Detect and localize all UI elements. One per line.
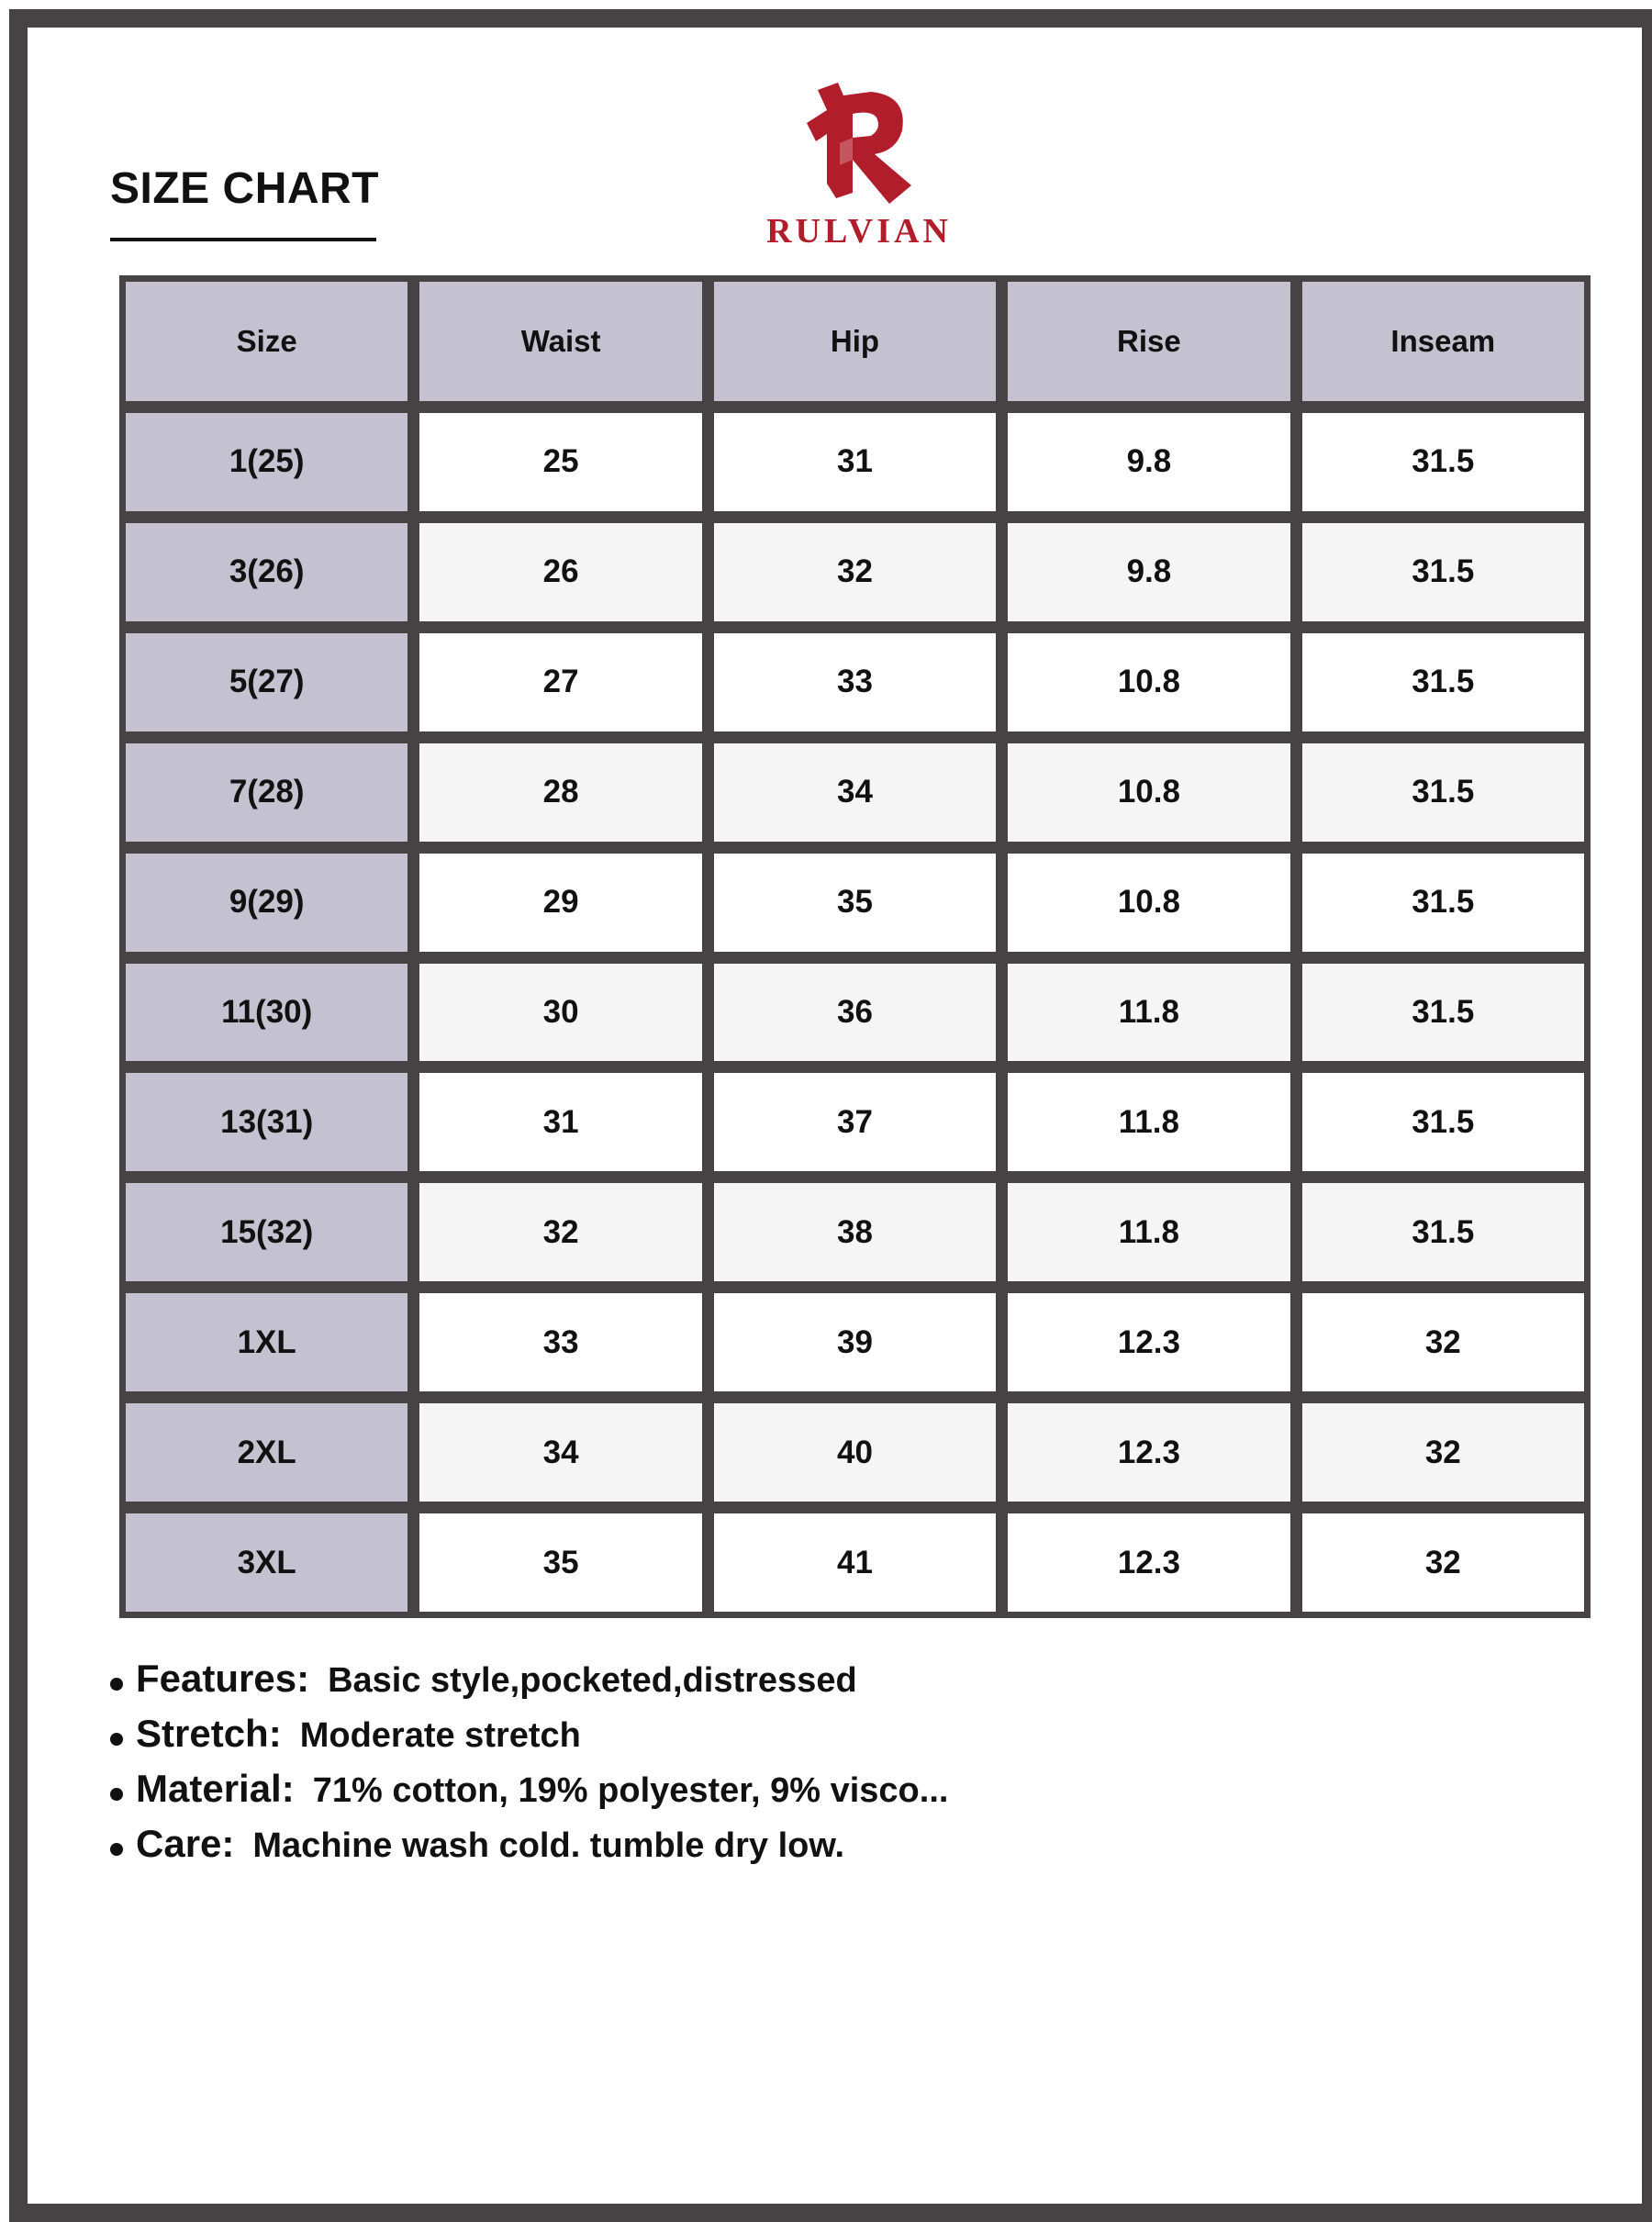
cell-hip: 32 [714, 523, 996, 621]
cell-rise: 12.3 [1008, 1293, 1289, 1391]
cell-inseam: 31.5 [1302, 1073, 1584, 1171]
cell-size: 13(31) [126, 1073, 407, 1171]
cell-hip: 40 [714, 1403, 996, 1502]
cell-hip: 33 [714, 633, 996, 731]
cell-hip: 34 [714, 743, 996, 842]
cell-waist: 31 [419, 1073, 701, 1171]
cell-hip: 37 [714, 1073, 996, 1171]
cell-waist: 25 [419, 413, 701, 511]
cell-inseam: 31.5 [1302, 633, 1584, 731]
cell-rise: 12.3 [1008, 1403, 1289, 1502]
cell-waist: 26 [419, 523, 701, 621]
cell-size: 2XL [126, 1403, 407, 1502]
cell-hip: 38 [714, 1183, 996, 1281]
cell-hip: 35 [714, 854, 996, 952]
cell-waist: 29 [419, 854, 701, 952]
cell-hip: 31 [714, 413, 996, 511]
bullet-icon [110, 1843, 123, 1856]
header-hip: Hip [714, 282, 996, 401]
cell-waist: 27 [419, 633, 701, 731]
note-label: Features: [136, 1657, 310, 1700]
note-features [110, 1657, 948, 1712]
cell-waist: 30 [419, 964, 701, 1062]
cell-rise: 9.8 [1008, 523, 1289, 621]
cell-size: 3(26) [126, 523, 407, 621]
brand-name: RULVIAN [766, 212, 952, 251]
product-notes [110, 1657, 948, 1877]
header-size: Size [126, 282, 407, 401]
cell-rise: 9.8 [1008, 413, 1289, 511]
header-waist: Waist [419, 282, 701, 401]
cell-hip: 41 [714, 1513, 996, 1612]
cell-hip: 39 [714, 1293, 996, 1391]
cell-waist: 33 [419, 1293, 701, 1391]
note-stretch [110, 1712, 948, 1767]
cell-rise: 11.8 [1008, 1183, 1289, 1281]
cell-rise: 10.8 [1008, 633, 1289, 731]
note-value: 71% cotton, 19% polyester, 9% visco... [312, 1771, 949, 1810]
bullet-icon [110, 1788, 123, 1801]
cell-rise: 12.3 [1008, 1513, 1289, 1612]
note-label: Care: [136, 1822, 235, 1865]
cell-waist: 34 [419, 1403, 701, 1502]
cell-inseam: 32 [1302, 1293, 1584, 1391]
cell-inseam: 32 [1302, 1513, 1584, 1612]
header-inseam: Inseam [1302, 282, 1584, 401]
size-table [119, 275, 1591, 1618]
cell-inseam: 32 [1302, 1403, 1584, 1502]
note-value: Basic style,pocketed,distressed [328, 1661, 857, 1700]
cell-rise: 10.8 [1008, 743, 1289, 842]
note-material [110, 1767, 948, 1822]
title-underline [110, 238, 376, 241]
cell-inseam: 31.5 [1302, 1183, 1584, 1281]
cell-inseam: 31.5 [1302, 964, 1584, 1062]
cell-inseam: 31.5 [1302, 743, 1584, 842]
cell-size: 1XL [126, 1293, 407, 1391]
brand-logo [740, 83, 978, 257]
note-label: Material: [136, 1767, 295, 1810]
note-care [110, 1822, 948, 1877]
page-frame [9, 9, 1652, 2222]
cell-size: 1(25) [126, 413, 407, 511]
cell-inseam: 31.5 [1302, 523, 1584, 621]
cell-waist: 28 [419, 743, 701, 842]
page-title: SIZE CHART [110, 164, 379, 213]
cell-size: 9(29) [126, 854, 407, 952]
note-label: Stretch: [136, 1712, 282, 1755]
cell-size: 5(27) [126, 633, 407, 731]
size-table-grid [126, 282, 1584, 1612]
cell-waist: 32 [419, 1183, 701, 1281]
cell-rise: 11.8 [1008, 1073, 1289, 1171]
header-rise: Rise [1008, 282, 1289, 401]
cell-rise: 11.8 [1008, 964, 1289, 1062]
cell-waist: 35 [419, 1513, 701, 1612]
cell-size: 7(28) [126, 743, 407, 842]
cell-inseam: 31.5 [1302, 413, 1584, 511]
cell-size: 15(32) [126, 1183, 407, 1281]
cell-hip: 36 [714, 964, 996, 1062]
note-value: Moderate stretch [299, 1716, 581, 1755]
cell-inseam: 31.5 [1302, 854, 1584, 952]
cell-size: 3XL [126, 1513, 407, 1612]
note-value: Machine wash cold. tumble dry low. [252, 1826, 845, 1865]
bullet-icon [110, 1733, 123, 1746]
r-monogram-icon [799, 83, 919, 211]
bullet-icon [110, 1678, 123, 1691]
cell-size: 11(30) [126, 964, 407, 1062]
cell-rise: 10.8 [1008, 854, 1289, 952]
